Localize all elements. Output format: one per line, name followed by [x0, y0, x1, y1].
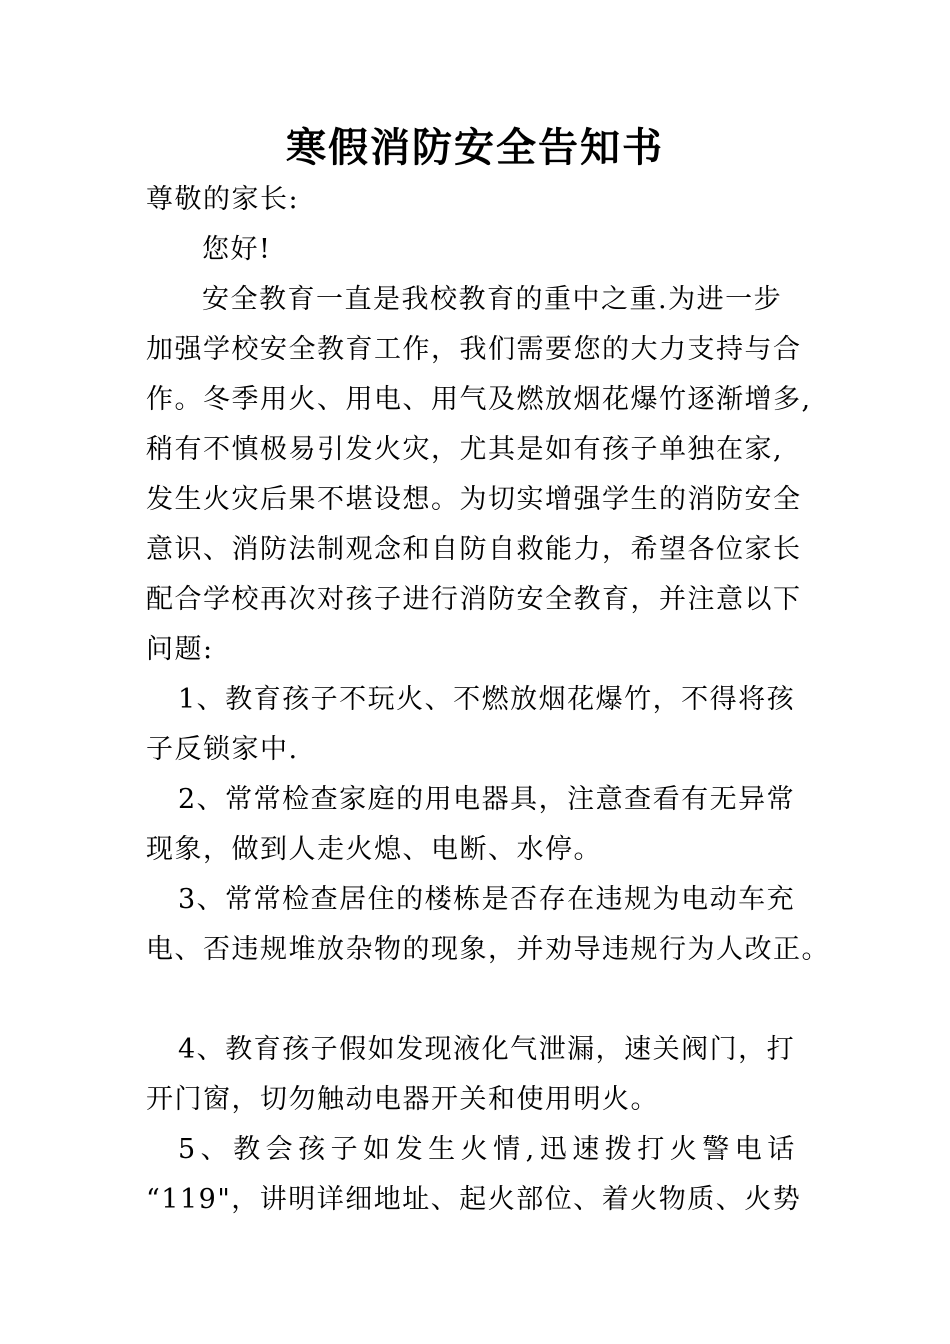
paragraph-line: 稍有不慎极易引发火灾，尤其是如有孩子单独在家, — [146, 434, 784, 465]
list-item-line: 4、教育孩子假如发现液化气泄漏，速关阀门，打 — [178, 1034, 796, 1065]
list-item-line: 1、教育孩子不玩火、不燃放烟花爆竹，不得将孩 — [178, 684, 796, 715]
paragraph-line: 问题: — [146, 634, 214, 665]
document-title: 寒假消防安全告知书 — [286, 124, 664, 171]
paragraph-line: 配合学校再次对孩子进行消防安全教育，并注意以下 — [146, 584, 802, 615]
paragraph-line: 意识、消防法制观念和自防自救能力，希望各位家长 — [146, 534, 802, 565]
list-item-line: 子反锁家中. — [146, 734, 299, 765]
list-item-line: 2、常常检查家庭的用电器具，注意查看有无异常 — [178, 784, 796, 815]
list-item-line: 电、否违规堆放杂物的现象，并劝导违规行为人改正。 — [146, 934, 830, 965]
salutation: 尊敬的家长: — [146, 184, 300, 215]
list-item-line: 3、常常检查居住的楼栋是否存在违规为电动车充 — [178, 884, 796, 915]
paragraph-line: 加强学校安全教育工作，我们需要您的大力支持与合 — [146, 334, 802, 365]
list-item-line: 现象，做到人走火熄、电断、水停。 — [146, 834, 602, 865]
paragraph-line: 作。冬季用火、用电、用气及燃放烟花爆竹逐渐增多, — [146, 384, 812, 415]
list-item-line: 5、教会孩子如发生火情,迅速拨打火警电话 — [178, 1134, 800, 1165]
paragraph-line: 发生火灾后果不堪设想。为切实增强学生的消防安全 — [146, 484, 802, 515]
greeting: 您好! — [202, 234, 272, 265]
list-item-line: “119"，讲明详细地址、起火部位、着火物质、火势 — [146, 1184, 802, 1215]
list-item-line: 开门窗，切勿触动电器开关和使用明火。 — [146, 1084, 659, 1115]
paragraph-line: 安全教育一直是我校教育的重中之重.为进一步 — [202, 284, 783, 315]
